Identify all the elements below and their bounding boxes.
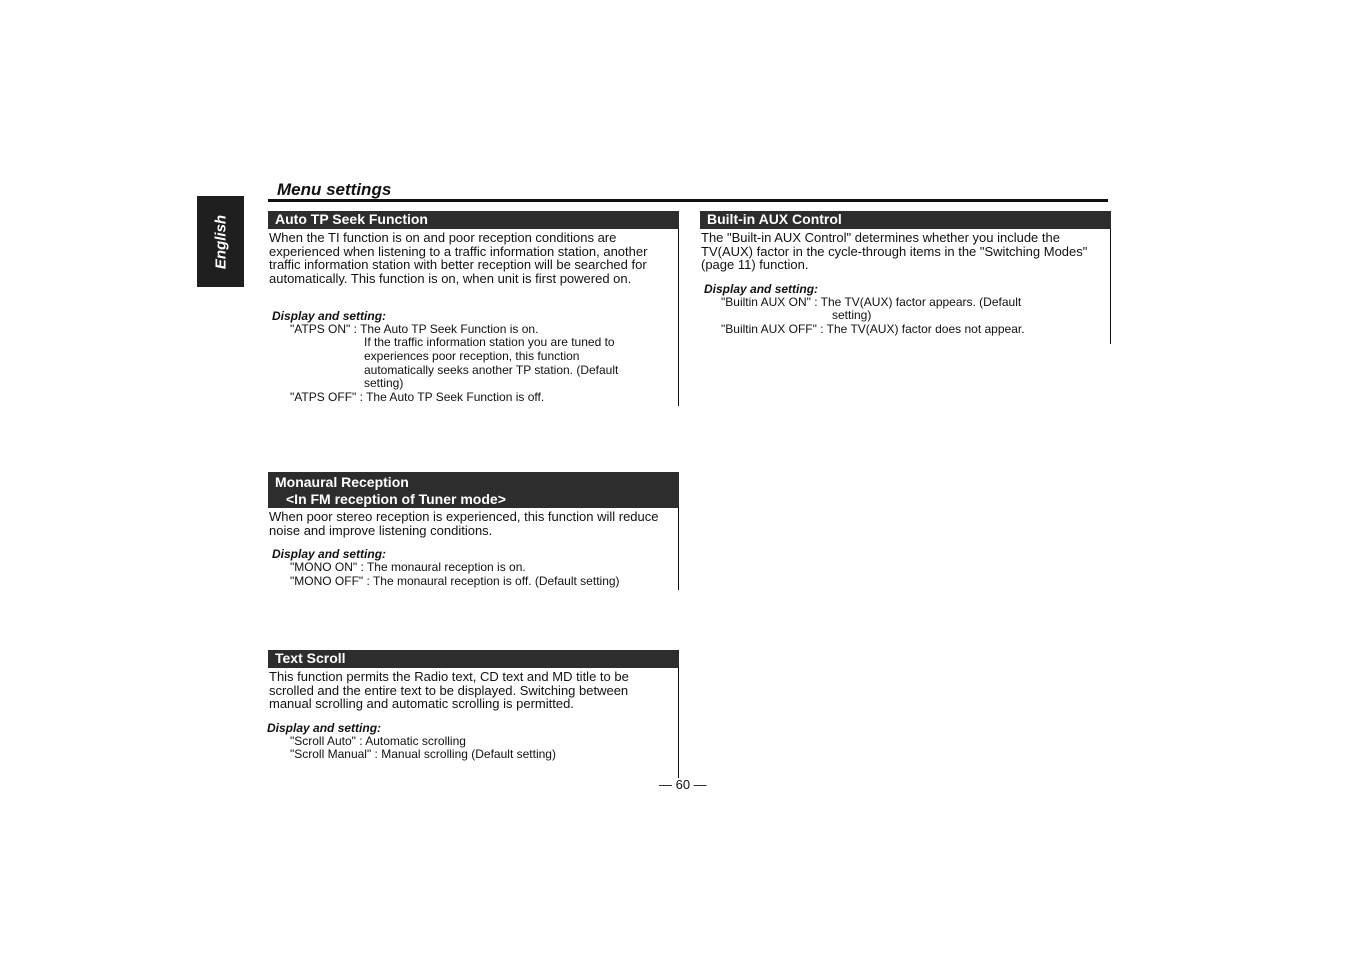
option-line: "Builtin AUX OFF" : The TV(AUX) factor does not appear. [721, 322, 1025, 336]
option-line: setting) [364, 376, 404, 390]
section-description-auto-tp: When the TI function is on and poor reception conditions are experienced when listening to a traffic information station, another traffic information station with better reception will be searched for automatically. This function is on, when unit is first powered on. [269, 230, 648, 286]
section-header-aux: Built-in AUX Control [700, 211, 1111, 229]
option-line: "MONO ON" : The monaural reception is on. [290, 560, 526, 574]
section-header-auto-tp: Auto TP Seek Function [268, 211, 679, 229]
option-line: "Scroll Manual" : Manual scrolling (Default setting) [290, 747, 556, 761]
display-setting-label: Display and setting: [272, 547, 387, 561]
section-divider [678, 508, 679, 590]
option-line: automatically seeks another TP station. (Default [364, 363, 619, 377]
page-number: — 60 — [659, 777, 707, 792]
language-tab [197, 196, 244, 287]
display-setting-label: Display and setting: [272, 309, 387, 323]
page-title: Menu settings [277, 180, 392, 199]
language-label: English [212, 214, 229, 269]
section-divider [678, 229, 679, 406]
option-line: "ATPS OFF" : The Auto TP Seek Function is off. [290, 390, 545, 404]
section-description-text-scroll: This function permits the Radio text, CD text and MD title to be scrolled and the entire text to be displayed. Switching between manual scrolling and automatic scrolling is permitted. [269, 669, 629, 712]
option-line: "Scroll Auto" : Automatic scrolling [290, 734, 466, 748]
section-header-text-scroll: Text Scroll [268, 650, 679, 668]
option-line: "Builtin AUX ON" : The TV(AUX) factor appears. (Default [721, 295, 1022, 309]
section-header-mono [268, 472, 679, 508]
title-rule [268, 199, 1108, 202]
display-setting-label: Display and setting: [704, 282, 819, 296]
section-description-mono: When poor stereo reception is experienced, this function will reduce noise and improve listening conditions. [269, 509, 659, 538]
option-line: If the traffic information station you are tuned to [364, 335, 615, 349]
section-divider [1110, 229, 1111, 344]
option-line: "MONO OFF" : The monaural reception is off. (Default setting) [290, 574, 620, 588]
option-line: "ATPS ON" : The Auto TP Seek Function is on. [290, 322, 539, 336]
display-setting-label: Display and setting: [267, 721, 382, 735]
option-line: experiences poor reception, this function [364, 349, 580, 363]
section-subtitle: <In FM reception of Tuner mode> [286, 491, 506, 507]
section-title: Monaural Reception [275, 474, 409, 490]
option-line: setting) [832, 308, 872, 322]
section-divider [678, 668, 679, 778]
section-description-aux: The "Built-in AUX Control" determines whether you include the TV(AUX) factor in the cycle-through items in the "Switching Modes" (page 11) function. [701, 230, 1088, 273]
